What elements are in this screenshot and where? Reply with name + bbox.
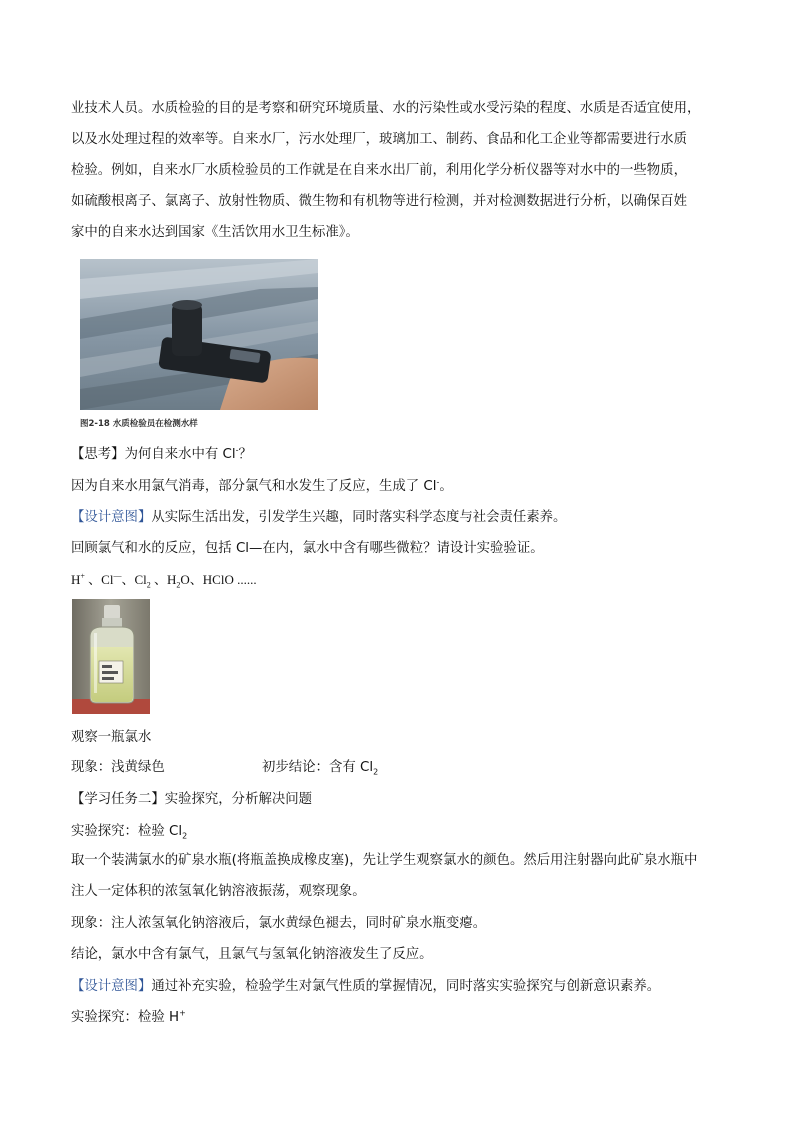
experiment-h-sup: + bbox=[179, 1008, 186, 1018]
procedure-line-1: 取一个装满氯水的矿泉水瓶(将瓶盖换成橡皮塞)，先让学生观察氯水的颜色。然后用注射器向此矿泉水瓶中 bbox=[71, 853, 698, 868]
chlorine-bottle-illustration bbox=[72, 599, 150, 714]
design-intent-2 bbox=[71, 975, 660, 994]
think-question-end: ？ bbox=[238, 447, 252, 462]
design-intent-2-text: 通过补充实验，检验学生对氯气性质的掌握情况，同时落实实验探究与创新意识素养。 bbox=[151, 979, 661, 994]
chlorine-water-bottle-photo bbox=[72, 599, 150, 714]
species-h2o-sub: 2 bbox=[176, 580, 181, 590]
species-h-sup: + bbox=[80, 571, 85, 581]
answer-chloride-sup: - bbox=[436, 477, 440, 487]
intro-line-1: 业技术人员。水质检验的目的是考察和研究环境质量、水的污染性或水受污染的程度、水质是否适宜使用， bbox=[71, 101, 701, 116]
species-list bbox=[71, 569, 257, 590]
design-intent-text: 从实际生活出发，引发学生兴趣，同时落实科学态度与社会责任素养。 bbox=[151, 510, 567, 525]
intro-line-3: 检验。例如，自来水厂水质检验员的工作就是在自来水出厂前，利用化学分析仪器等对水中的一些物质， bbox=[71, 163, 687, 178]
intro-paragraph bbox=[71, 93, 723, 248]
water-testing-illustration bbox=[80, 259, 318, 410]
phenomenon-2: 现象：注人浓氢氧化钠溶液后，氯水黄绿色褪去，同时矿泉水瓶变瘪。 bbox=[71, 916, 487, 931]
think-question-text: 为何自来水中有 Cl bbox=[124, 447, 236, 462]
think-answer bbox=[71, 475, 453, 494]
review-prefix: 回顾氯气和水的反应，包括 Cl bbox=[71, 541, 250, 556]
experiment-cl2-sub: 2 bbox=[182, 831, 188, 841]
learning-task-2: 【学习任务二】实验探究，分析解决问题 bbox=[71, 792, 313, 807]
preliminary-conclusion-sub: 2 bbox=[373, 767, 379, 777]
design-intent-1 bbox=[71, 506, 566, 525]
preliminary-conclusion-text: 初步结论：含有 Cl bbox=[262, 760, 374, 775]
species-h: H bbox=[71, 572, 81, 587]
design-intent-2-tag: 【设计意图】 bbox=[71, 979, 152, 994]
review-suffix: —在内，氯水中含有哪些微粒？请设计实验验证。 bbox=[249, 541, 544, 556]
design-intent-tag: 【设计意图】 bbox=[71, 510, 152, 525]
observe-text: 观察一瓶氯水 bbox=[71, 730, 152, 745]
answer-end: 。 bbox=[439, 479, 453, 494]
experiment-h-text: 实验探究：检验 H bbox=[71, 1010, 180, 1025]
species-cl2-sub: 2 bbox=[146, 580, 151, 590]
think-question bbox=[71, 443, 252, 462]
species-cl-sup: — bbox=[113, 571, 122, 581]
intro-line-5: 家中的自来水达到国家《生活饮用水卫生标准》。 bbox=[71, 225, 359, 240]
procedure-line-2: 注人一定体积的浓氢氧化钠溶液振荡，观察现象。 bbox=[71, 884, 366, 899]
figure-caption: 图2-18 水质检验员在检测水样 bbox=[80, 419, 198, 429]
think-tag: 【思考】 bbox=[71, 447, 125, 462]
phenomenon-1-text: 现象：浅黄绿色 bbox=[71, 760, 165, 775]
intro-line-2: 以及水处理过程的效率等。自来水厂，污水处理厂，玻璃加工、制药、食品和化工企业等都需要进行水质 bbox=[71, 132, 687, 147]
species-rest: O、HClO ...... bbox=[180, 572, 257, 587]
experiment-cl2 bbox=[71, 820, 187, 841]
experiment-h bbox=[71, 1006, 186, 1025]
species-cl2: 、Cl bbox=[121, 572, 147, 587]
conclusion-2: 结论，氯水中含有氯气，且氯气与氢氧化钠溶液发生了反应。 bbox=[71, 947, 433, 962]
species-h2o: 、H bbox=[150, 572, 177, 587]
review-question bbox=[71, 537, 544, 556]
intro-line-4: 如硫酸根离子、氯离子、放射性物质、微生物和有机物等进行检测，并对检测数据进行分析，以确保百姓 bbox=[71, 194, 687, 209]
chloride-sup: - bbox=[235, 445, 239, 455]
answer-text: 因为自来水用氯气消毒，部分氯气和水发生了反应，生成了 Cl bbox=[71, 479, 437, 494]
water-testing-photo bbox=[80, 259, 318, 410]
phenomenon-1 bbox=[71, 756, 165, 775]
procedure-paragraph bbox=[71, 845, 723, 907]
experiment-cl2-text: 实验探究：检验 Cl bbox=[71, 824, 183, 839]
preliminary-conclusion bbox=[262, 756, 378, 777]
species-cl: 、Cl bbox=[84, 572, 114, 587]
